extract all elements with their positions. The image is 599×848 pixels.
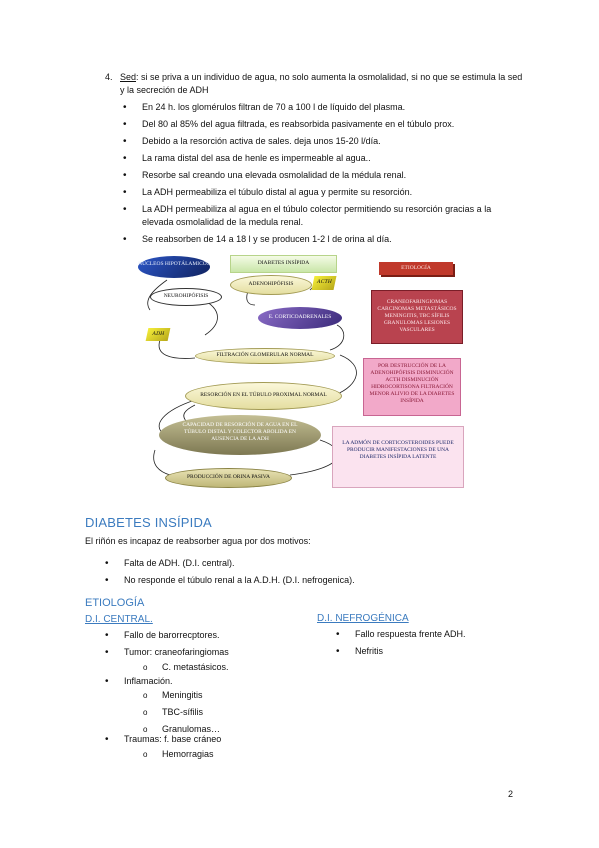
list-item: • La ADH permeabiliza al agua en el túbulo colector permitiendo su resorción gracias a la elevada osmolalidad de la medula renal.	[123, 203, 523, 229]
list-item: o Hemorragias	[143, 748, 303, 761]
diabetes-insipida-diagram	[125, 250, 470, 500]
list-item: • Nefritis	[336, 645, 536, 658]
list-item: • Fallo de barorrecptores.	[105, 629, 305, 642]
intro-bullet-list	[123, 101, 523, 250]
intro-paragraph	[105, 71, 525, 97]
adh-label: ADH	[151, 331, 165, 337]
title-box-label: DIABETES INSÍPIDA	[257, 260, 310, 266]
list-item: • La ADH permeabiliza el túbulo distal al agua y permite su resorción.	[123, 186, 523, 199]
list-item: • Del 80 al 85% del agua filtrada, es reabsorbida pasivamente en el túbulo prox.	[123, 118, 523, 131]
corticoides-box	[332, 426, 464, 488]
etiologia-heading: ETIOLOGÍA	[85, 597, 145, 609]
capacidad-label: CAPACIDAD DE RESORCIÓN DE AGUA EN EL TÚBULO DISTAL Y COLECTOR ABOLIDA EN AUSENCIA DE LA ADH	[182, 422, 298, 442]
central-list	[105, 629, 305, 660]
etiologia-box	[379, 262, 453, 275]
central-title: D.I. CENTRAL.	[85, 614, 153, 625]
list-item: • No responde el túbulo renal a la A.D.H. (D.I. nefrogenica).	[105, 574, 505, 587]
etiologia-label: ETIOLOGÍA	[401, 265, 431, 271]
corticoadrenales-label: E. CORTICOADRENALES	[268, 314, 332, 320]
produccion-label: PRODUCCIÓN DE ORINA PASIVA	[187, 474, 270, 480]
list-item: • Inflamación.	[105, 675, 305, 688]
sed-label: Sed	[120, 72, 137, 82]
filtracion-oval	[195, 348, 335, 364]
adenohipofisis-oval	[230, 275, 312, 295]
intro-number: 4.	[105, 72, 113, 82]
diabetes-bullet-list	[105, 557, 505, 591]
resorcion-label: RESORCIÓN EN EL TÚBULO PROXIMAL NORMAL	[200, 392, 327, 398]
nefrogenica-title: D.I. NEFROGÉNICA	[317, 613, 409, 624]
diabetes-intro: El riñón es incapaz de reabsorber agua por dos motivos:	[85, 536, 311, 546]
list-item: • Fallo respuesta frente ADH.	[336, 628, 536, 641]
list-item: • Se reabsorben de 14 a 18 l y se producen 1-2 l de orina al día.	[123, 233, 523, 246]
nefrogenica-list	[336, 628, 536, 662]
title-box	[230, 255, 337, 273]
list-item: o C. metastásicos.	[143, 661, 303, 674]
list-item: o Meningitis	[143, 689, 303, 702]
intro-text: : si se priva a un individuo de agua, no solo aumenta la osmolalidad, si no que se estimula la sed y la secreción de ADH	[120, 72, 523, 95]
produccion-oval	[165, 468, 292, 488]
list-item: • Resorbe sal creando una elevada osmolalidad de la médula renal.	[123, 169, 523, 182]
capacidad-oval	[159, 415, 321, 455]
page-number: 2	[508, 789, 514, 799]
resorcion-oval	[185, 382, 342, 410]
corticoadrenales-oval	[258, 307, 342, 329]
corticoides-label: LA ADMÓN DE CORTICOSTEROIDES PUEDE PRODUCIR MANIFESTACIONES DE UNA DIABETES INSÍPIDA LATENTE	[342, 440, 454, 460]
list-item: • Falta de ADH. (D.I. central).	[105, 557, 505, 570]
list-item: o Granulomas…	[143, 723, 303, 736]
neurohipofisis-oval	[150, 288, 222, 306]
list-item: • Traumas: f. base cráneo	[105, 733, 305, 746]
acth-box	[312, 276, 337, 290]
acth-label: ACTH	[316, 279, 333, 285]
adeno-destruction-box	[363, 358, 461, 416]
list-item: o TBC-sífilis	[143, 706, 303, 719]
central-sub-list-3	[143, 748, 303, 765]
adeno-destruction-label: POR DESTRUCCIÓN DE LA ADENOHIPÓFISIS DISMINUCIÓN ACTH DISMINUCIÓN HIDROCORTISONA FILTRACIÓN MENOR ALIVIO DE LA DIABETES INSÍPIDA	[369, 363, 455, 404]
nucleos-label: NÚCLEOS HIPOTÁLAMICOS	[138, 261, 210, 267]
causes-box	[371, 290, 463, 344]
list-item: • Tumor: craneofaringiomas	[105, 646, 305, 659]
diabetes-heading: DIABETES INSÍPIDA	[85, 515, 212, 530]
list-item: • Debido a la resorción activa de sales. deja unos 15-20 l/día.	[123, 135, 523, 148]
adenohipofisis-label: ADENOHIPÓFISIS	[248, 281, 294, 287]
list-item: • En 24 h. los glomérulos filtran de 70 a 100 l de líquido del plasma.	[123, 101, 523, 114]
filtracion-label: FILTRACIÓN GLOMERULAR NORMAL	[216, 352, 314, 358]
nucleos-hipotalamicos-oval	[138, 256, 210, 278]
list-item: • La rama distal del asa de henle es impermeable al agua..	[123, 152, 523, 165]
causes-label: CRANEOFARINGIOMAS CARCINOMAS METASTÁSICOS MENINGITIS, TBC SÍFILIS GRANULOMAS LESIONES VASCULARES	[377, 299, 457, 333]
neurohipofisis-label: NEUROHIPÓFISIS	[163, 293, 209, 299]
adh-box	[146, 328, 171, 341]
